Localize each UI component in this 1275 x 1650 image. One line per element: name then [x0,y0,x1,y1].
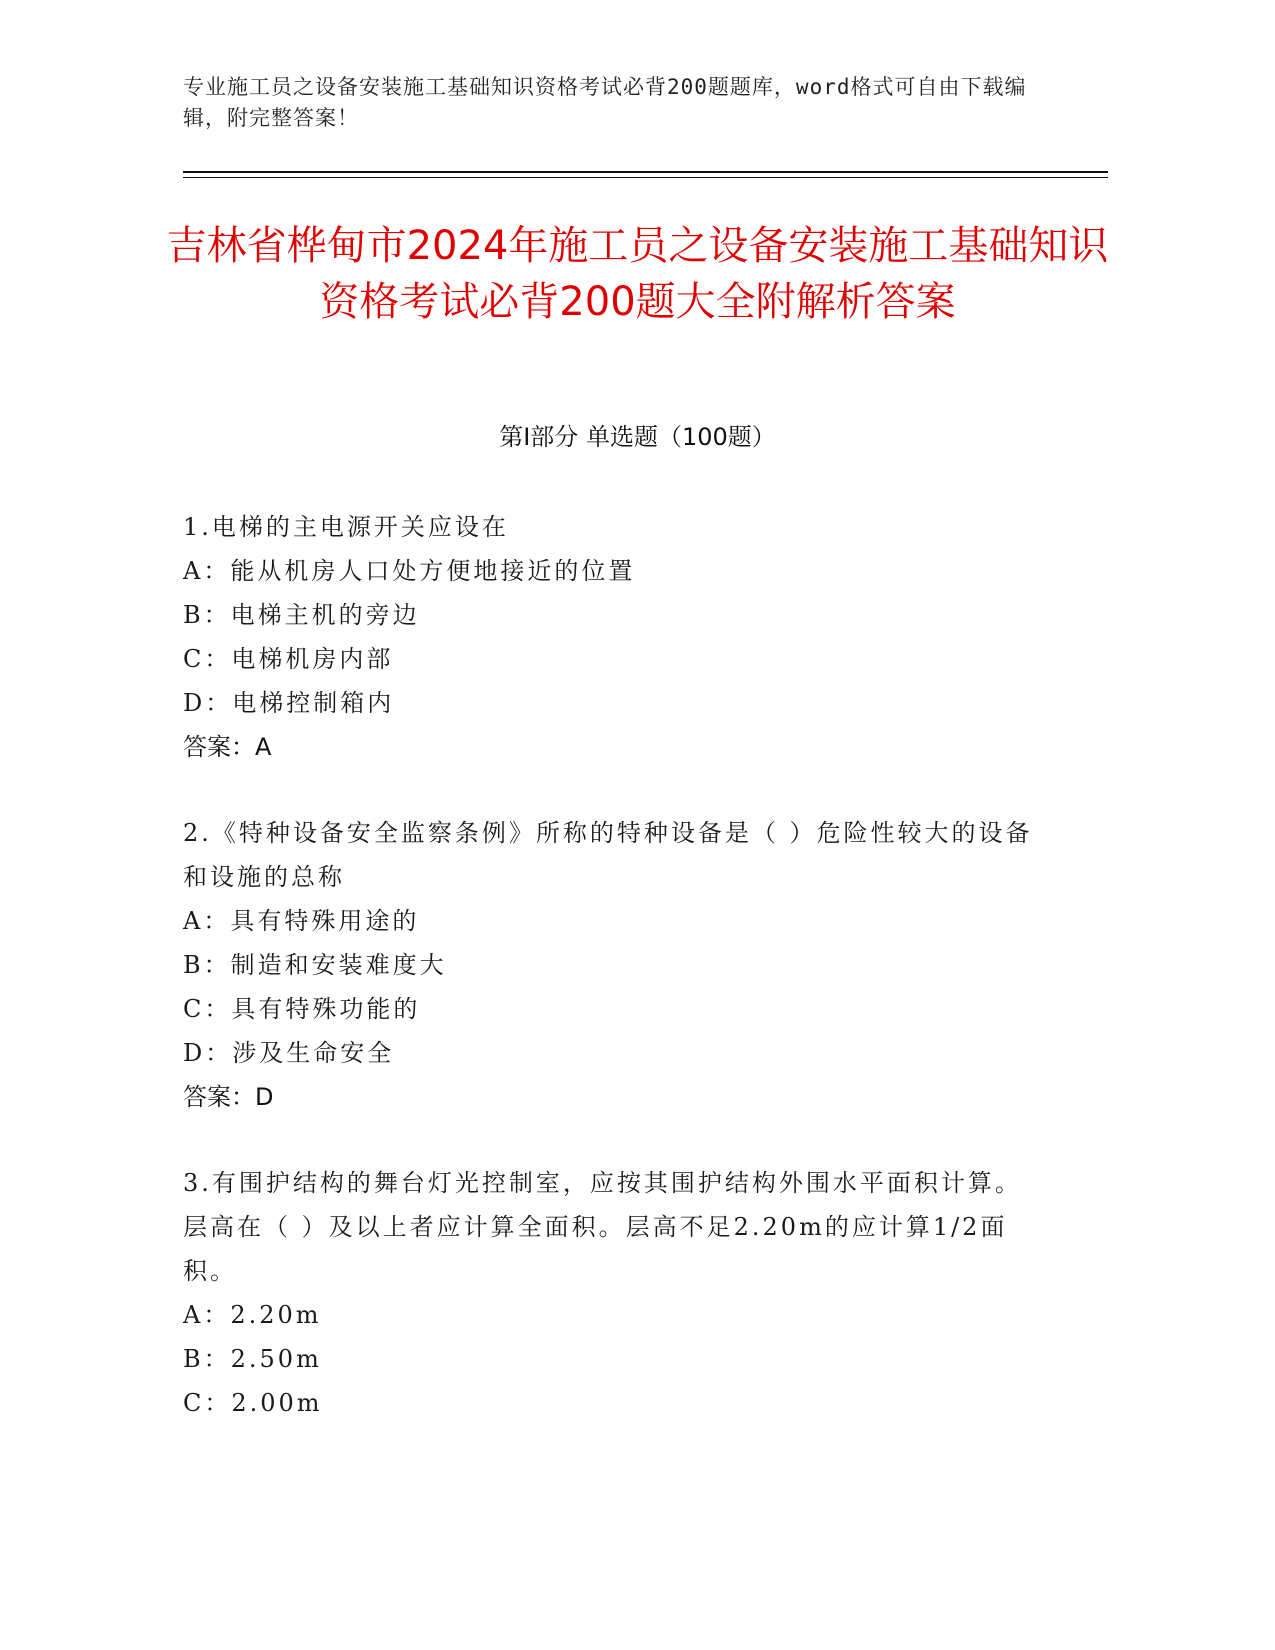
question-stem: 1.电梯的主电源开关应设在 [183,513,509,541]
answer-line: 答案：D [183,1083,274,1111]
option-c: C：具有特殊功能的 [183,995,421,1023]
option-a: A：能从机房人口处方便地接近的位置 [183,557,636,585]
option-c: C：2.00m [183,1389,323,1417]
option-c: C：电梯机房内部 [183,645,394,673]
question-stem: 2.《特种设备安全监察条例》所称的特种设备是（ ）危险性较大的设备和设施的总称 [183,819,1033,891]
option-a: A：具有特殊用途的 [183,907,420,935]
question-stem: 3.有围护结构的舞台灯光控制室，应按其围护结构外围水平面积计算。层高在（ ）及以上者应计算全面积。层高不足2.20m的应计算1/2面积。 [183,1169,1022,1285]
option-b: B：电梯主机的旁边 [183,601,420,629]
option-a: A：2.20m [183,1301,322,1329]
question-list [183,505,1043,1467]
option-b: B：2.50m [183,1345,322,1373]
question-3 [183,1161,1043,1425]
question-1 [183,505,1043,769]
answer-line: 答案：A [183,733,272,761]
question-2 [183,811,1043,1119]
section-heading: 第Ⅰ部分 单选题（100题） [499,423,776,451]
header-divider-thick [183,171,1108,173]
header-divider-thin [183,177,1108,178]
option-d: D：电梯控制箱内 [183,689,395,717]
header-note: 专业施工员之设备安装施工基础知识资格考试必背200题题库，word格式可自由下载编辑，附完整答案！ [183,75,1027,130]
document-title: 吉林省桦甸市2024年施工员之设备安装施工基础知识资格考试必背200题大全附解析答案 [166,223,1109,325]
option-d: D：涉及生命安全 [183,1039,395,1067]
option-b: B：制造和安装难度大 [183,951,447,979]
